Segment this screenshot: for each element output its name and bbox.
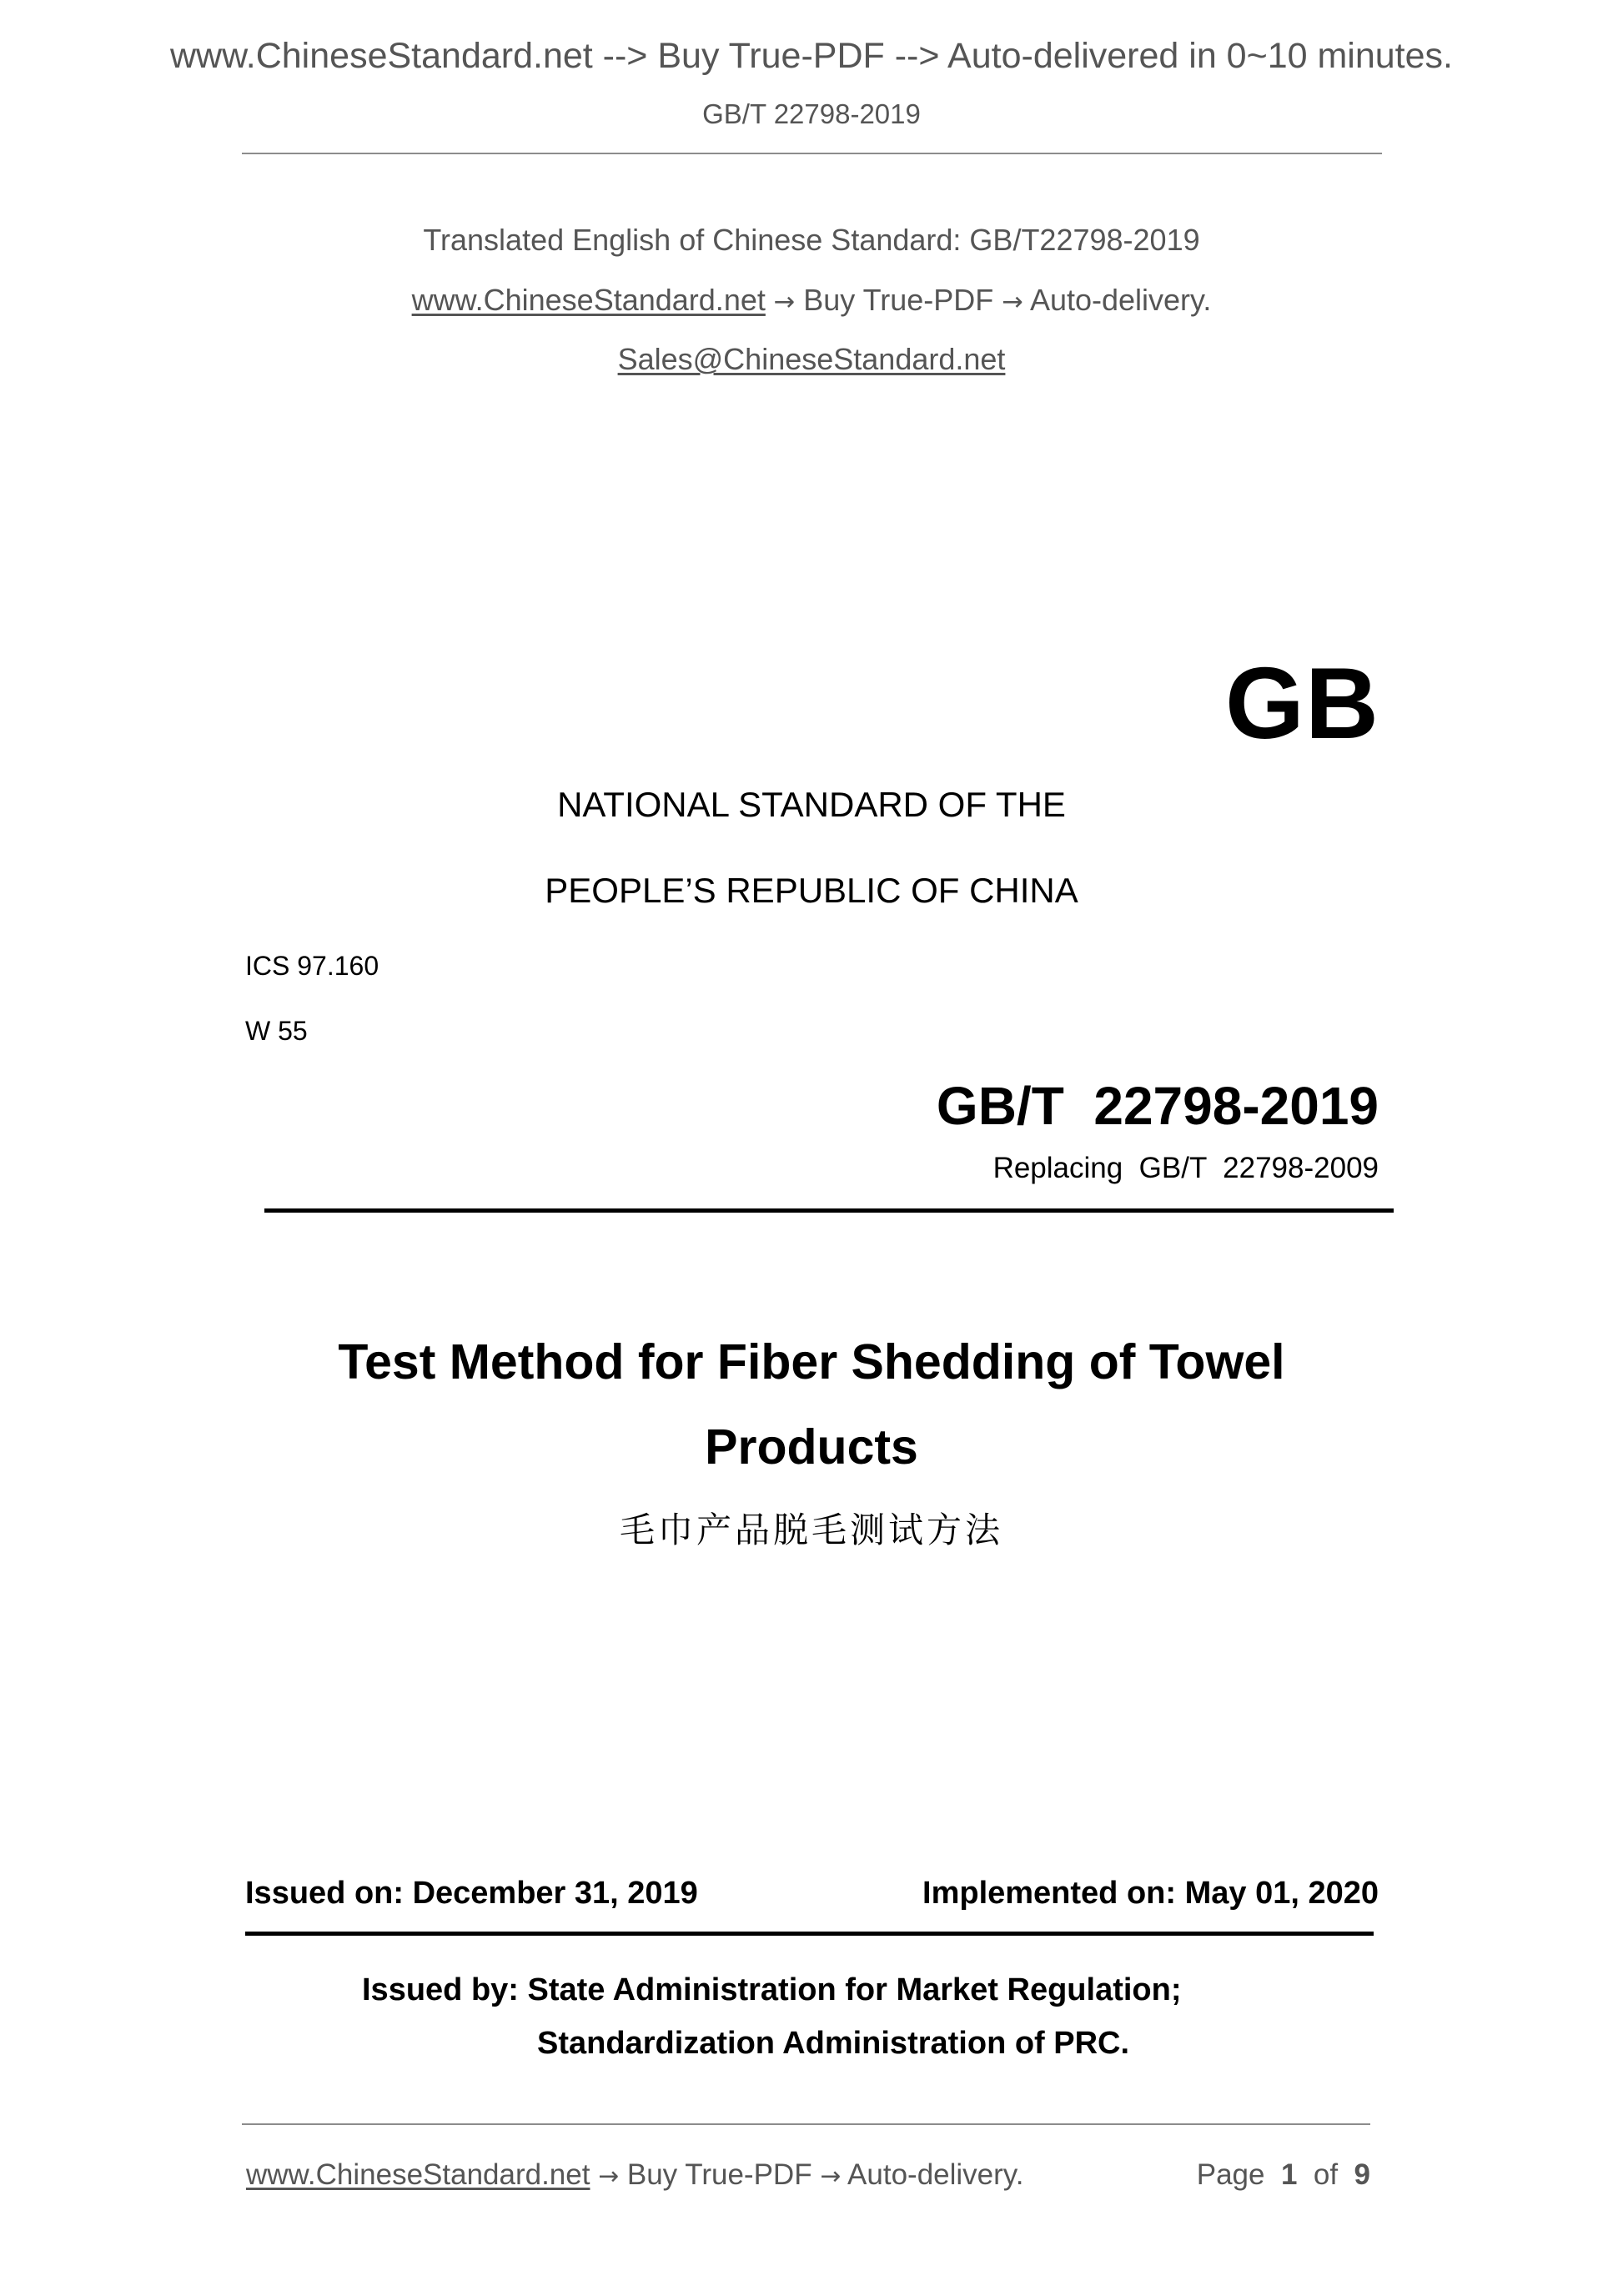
title-chinese: 毛巾产品脱毛测试方法: [619, 1510, 1003, 1550]
title-divider: [264, 1208, 1394, 1213]
delivery-text: Auto-delivery.: [1023, 283, 1212, 317]
issued-on-date: Issued on: December 31, 2019: [245, 1876, 698, 1911]
header-divider: [242, 153, 1382, 154]
replacing-standard: Replacing GB/T 22798-2009: [992, 1152, 1379, 1184]
national-standard-line-1: NATIONAL STANDARD OF THE: [557, 785, 1066, 824]
buy-text: Buy True-PDF: [795, 283, 1002, 317]
page-of: of: [1313, 2158, 1339, 2191]
footer-delivery-text: Auto-delivery.: [841, 2158, 1024, 2191]
buy-line: [0, 282, 1623, 321]
page-indicator: [1197, 2158, 1370, 2193]
arrow-right-icon: [766, 288, 774, 317]
sales-email-link[interactable]: Sales@ChineseStandard.net: [617, 342, 1006, 376]
ccs-code: W 55: [245, 1016, 308, 1046]
header-doc-number: GB/T 22798-2019: [702, 98, 921, 129]
issued-by-line-1: Issued by: State Administration for Market Regulation;: [362, 1972, 1182, 2007]
footer-site-link[interactable]: www.ChineseStandard.net: [246, 2158, 590, 2191]
arrow-right-icon: →: [1002, 288, 1023, 317]
gb-mark: GB: [1225, 646, 1379, 760]
arrow-right-icon: →: [598, 2162, 620, 2191]
arrow-right-icon: →: [773, 288, 796, 317]
footer-buy-line: [246, 2158, 1023, 2194]
title-english-line-2: Products: [705, 1419, 918, 1475]
page-total: 9: [1354, 2158, 1370, 2191]
translated-notice: Translated English of Chinese Standard: GB/T22798-2019: [423, 223, 1200, 257]
site-link[interactable]: www.ChineseStandard.net: [411, 283, 766, 317]
ics-code: ICS 97.160: [245, 951, 379, 981]
arrow-right-icon: →: [820, 2162, 842, 2191]
issued-by-line-2: Standardization Administration of PRC.: [537, 2026, 1130, 2061]
national-standard-line-2: PEOPLE’S REPUBLIC OF CHINA: [545, 871, 1078, 910]
top-banner: www.ChineseStandard.net --> Buy True-PDF --> Auto-delivered in 0~10 minutes.: [169, 36, 1453, 76]
sales-line: [0, 341, 1623, 378]
implemented-on-date: Implemented on: May 01, 2020: [922, 1876, 1379, 1911]
footer-buy-text: Buy True-PDF: [619, 2158, 821, 2191]
title-english-line-1: Test Method for Fiber Shedding of Towel: [338, 1334, 1285, 1389]
page-current: 1: [1280, 2158, 1298, 2191]
page-label: Page: [1196, 2158, 1265, 2191]
footer-divider: [242, 2123, 1370, 2125]
standard-number: GB/T 22798-2019: [936, 1076, 1379, 1136]
dates-divider: [245, 1932, 1374, 1936]
